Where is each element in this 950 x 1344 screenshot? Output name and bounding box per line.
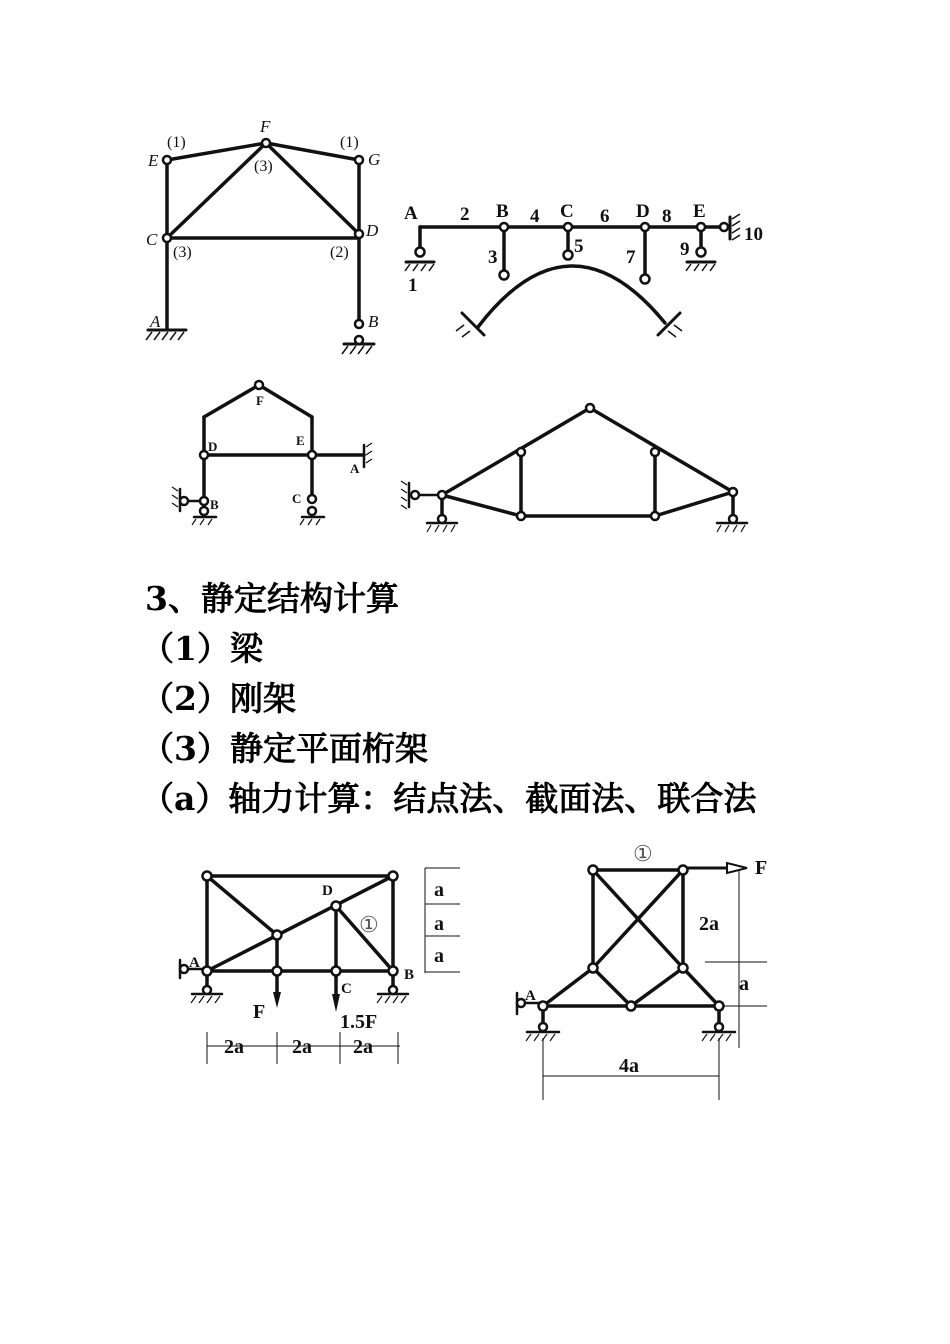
item-axial-force: （a）轴力计算：结点法、截面法、联合法 [141,779,757,818]
label-A: A [350,461,360,476]
label-F: F [256,393,264,408]
member-10: 10 [744,224,763,245]
dim-2a: 2a [699,913,719,935]
label-C: C [341,981,352,997]
label-G-num: (1) [340,134,359,151]
member-1-marker: ① [359,912,379,937]
load-1-5F: 1.5F [340,1011,378,1033]
label-E: E [296,433,305,448]
dim-2a-3: 2a [353,1036,373,1058]
member-4: 4 [530,206,540,227]
dim-a: a [739,973,749,995]
label-F-num: (3) [254,158,273,175]
section-headings [141,574,845,824]
figure-tower-truss [505,838,790,1108]
section-title: 3、静定结构计算 [145,579,399,618]
figure-gable-frame [160,375,385,555]
label-E: E [148,151,159,170]
load-F: F [755,857,768,879]
label-C: C [146,230,158,249]
member-3: 3 [488,247,498,268]
label-C: C [560,201,574,222]
label-F: F [260,118,271,136]
item-beam: （1）梁 [141,629,263,668]
item-rigid-frame: （2）刚架 [141,679,296,718]
label-E: E [693,201,706,222]
label-B: B [368,312,379,331]
member-1-marker: ① [633,841,653,866]
member-9: 9 [680,239,690,260]
dim-a-2: a [434,913,444,935]
dim-2a-2: 2a [292,1036,312,1058]
label-D: D [322,883,333,899]
label-B: B [210,497,219,512]
load-F: F [253,1001,266,1023]
label-D-num: (2) [330,244,349,261]
item-plane-truss: （3）静定平面桁架 [141,729,428,768]
figure-frame-truss [140,118,400,363]
dim-2a-1: 2a [224,1036,244,1058]
label-E-num: (1) [167,134,186,151]
figure-rect-truss [170,828,470,1070]
member-7: 7 [626,247,636,268]
member-6: 6 [600,206,610,227]
member-2: 2 [460,204,470,225]
label-A: A [150,312,161,331]
dim-a-1: a [434,879,444,901]
label-B: B [404,967,415,983]
label-G: G [368,150,381,169]
label-A: A [404,203,418,224]
figure-roof-truss [395,395,765,540]
label-B: B [496,201,509,222]
label-C-num: (3) [173,244,192,261]
dim-4a: 4a [619,1055,639,1077]
member-5: 5 [574,236,584,257]
member-1: 1 [408,275,418,296]
dim-a-3: a [434,945,444,967]
member-8: 8 [662,206,672,227]
figure-beam-arch [400,195,780,360]
label-D: D [208,439,218,454]
label-D: D [366,221,379,240]
label-A: A [525,988,536,1004]
label-A: A [189,955,200,971]
label-C: C [292,491,302,506]
label-D: D [636,201,650,222]
